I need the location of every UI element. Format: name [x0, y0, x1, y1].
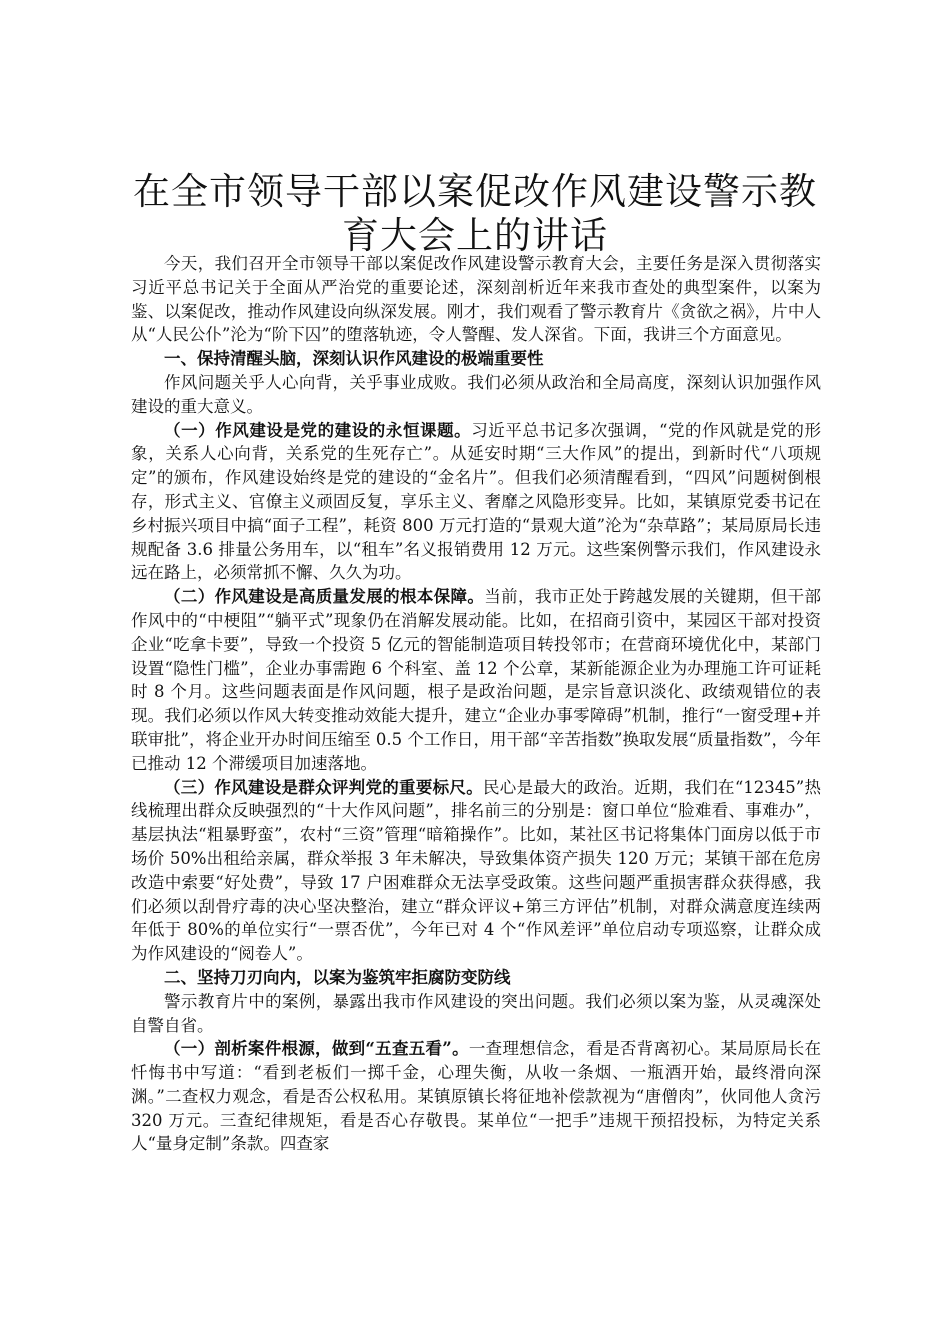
- section-heading-1: 一、保持清醒头脑，深刻认识作风建设的极端重要性: [164, 349, 544, 369]
- intro-paragraph: 今天，我们召开全市领导干部以案促改作风建设警示教育大会，主要任务是深入贯彻落实习近平总书记关于全面从严治党的重要论述，深刻剖析近年来我市查处的典型案件，以案为鉴、以案促改，推动作风建设向纵深发展。刚才，我们观看了警示教育片《贪欲之祸》，片中人从“人民公仆”沦为“阶下囚”的堕落轨迹，令人警醒、发人深省。下面，我讲三个方面意见。: [131, 254, 821, 345]
- point-lead: （一）作风建设是党的建设的永恒课题。: [164, 420, 472, 440]
- section2-point-1: [131, 1037, 821, 1156]
- point-lead: （二）作风建设是高质量发展的根本保障。: [164, 587, 485, 607]
- document-body: [131, 252, 821, 1156]
- section-intro-2: 警示教育片中的案例，暴露出我市作风建设的突出问题。我们必须以案为鉴，从灵魂深处自警自省。: [131, 991, 821, 1035]
- section1-point-1: [131, 419, 821, 586]
- point-text: 一查理想信念，看是否背离初心。某局原局长在忏悔书中写道：“看到老板们一掷千金，心理失衡，从收一条烟、一瓶酒开始，最终滑向深渊。”二查权力观念，看是否公权私用。某镇原镇长将征地补偿款视为“唐僧肉”，伙同他人贪污 320 万元。三查纪律规矩，看是否心存敬畏。某单位“一把手”违规干预招投标，为特定关系人“量身定制”条款。四查家: [131, 1039, 822, 1154]
- section-heading-2: 二、坚持刀刃向内，以案为鉴筑牢拒腐防变防线: [164, 967, 511, 987]
- point-text: 民心是最大的政治。近期，我们在“12345”热线梳理出群众反映强烈的“十大作风问题”，排名前三的分别是：窗口单位“脸难看、事难办”，基层执法“粗暴野蛮”，农村“三资”管理“暗箱操作”。比如，某社区书记将集体门面房以低于市场价 50%出租给亲属，群众举报 3 年未解决，导致集体资产损失 120 万元；某镇干部在危房改造中索要“好处费”，导致 17 户困难群众无法享受政策。这些问题严重损害群众获得感，我们必须以刮骨疗毒的决心坚决整治，建立“群众评议+第三方评估”机制，对群众满意度连续两年低于 80%的单位实行“一票否优”，今年已对 4 个“作风差评”单位启动专项巡察，让群众成为作风建设的“阅卷人”。: [131, 777, 821, 964]
- point-text: 习近平总书记多次强调，“党的作风就是党的形象，关系人心向背，关系党的生死存亡”。从延安时期“三大作风”的提出，到新时代“八项规定”的颁布，作风建设始终是党的建设的“金名片”。但我们必须清醒看到，“四风”问题树倒根存，形式主义、官僚主义顽固反复，享乐主义、奢靡之风隐形变异。比如，某镇原党委书记在乡村振兴项目中搞“面子工程”，耗资 800 万元打造的“景观大道”沦为“杂草路”；某局原局长违规配备 3.6 排量公务用车，以“租车”名义报销费用 12 万元。这些案例警示我们，作风建设永远在路上，必须常抓不懈、久久为功。: [131, 420, 822, 583]
- document-title: 在全市领导干部以案促改作风建设警示教育大会上的讲话: [133, 170, 817, 257]
- section-intro-1: 作风问题关乎人心向背，关乎事业成败。我们必须从政治和全局高度，深刻认识加强作风建设的重大意义。: [131, 372, 821, 416]
- section1-point-2: [131, 585, 821, 775]
- point-text: 当前，我市正处于跨越发展的关键期，但干部作风中的“中梗阻”“躺平式”现象仍在消解发展动能。比如，在招商引资中，某园区干部对投资企业“吃拿卡要”，导致一个投资 5 亿元的智能制造项目转投邻市；在营商环境优化中，某部门设置“隐性门槛”，企业办事需跑 6 个科室、盖 12 个公章，某新能源企业为办理施工许可证耗时 8 个月。这些问题表面是作风问题，根子是政治问题，是宗旨意识淡化、政绩观错位的表现。我们必须以作风大转变推动效能大提升，建立“企业办事零障碍”机制，推行“一窗受理+并联审批”，将企业开办时间压缩至 0.5 个工作日，用干部“辛苦指数”换取发展“质量指数”，今年已推动 12 个滞缓项目加速落地。: [131, 587, 822, 773]
- point-lead: （一）剖析案件根源，做到“五查五看”。: [164, 1039, 469, 1059]
- point-lead: （三）作风建设是群众评判党的重要标尺。: [164, 777, 483, 797]
- section1-point-3: [131, 776, 821, 966]
